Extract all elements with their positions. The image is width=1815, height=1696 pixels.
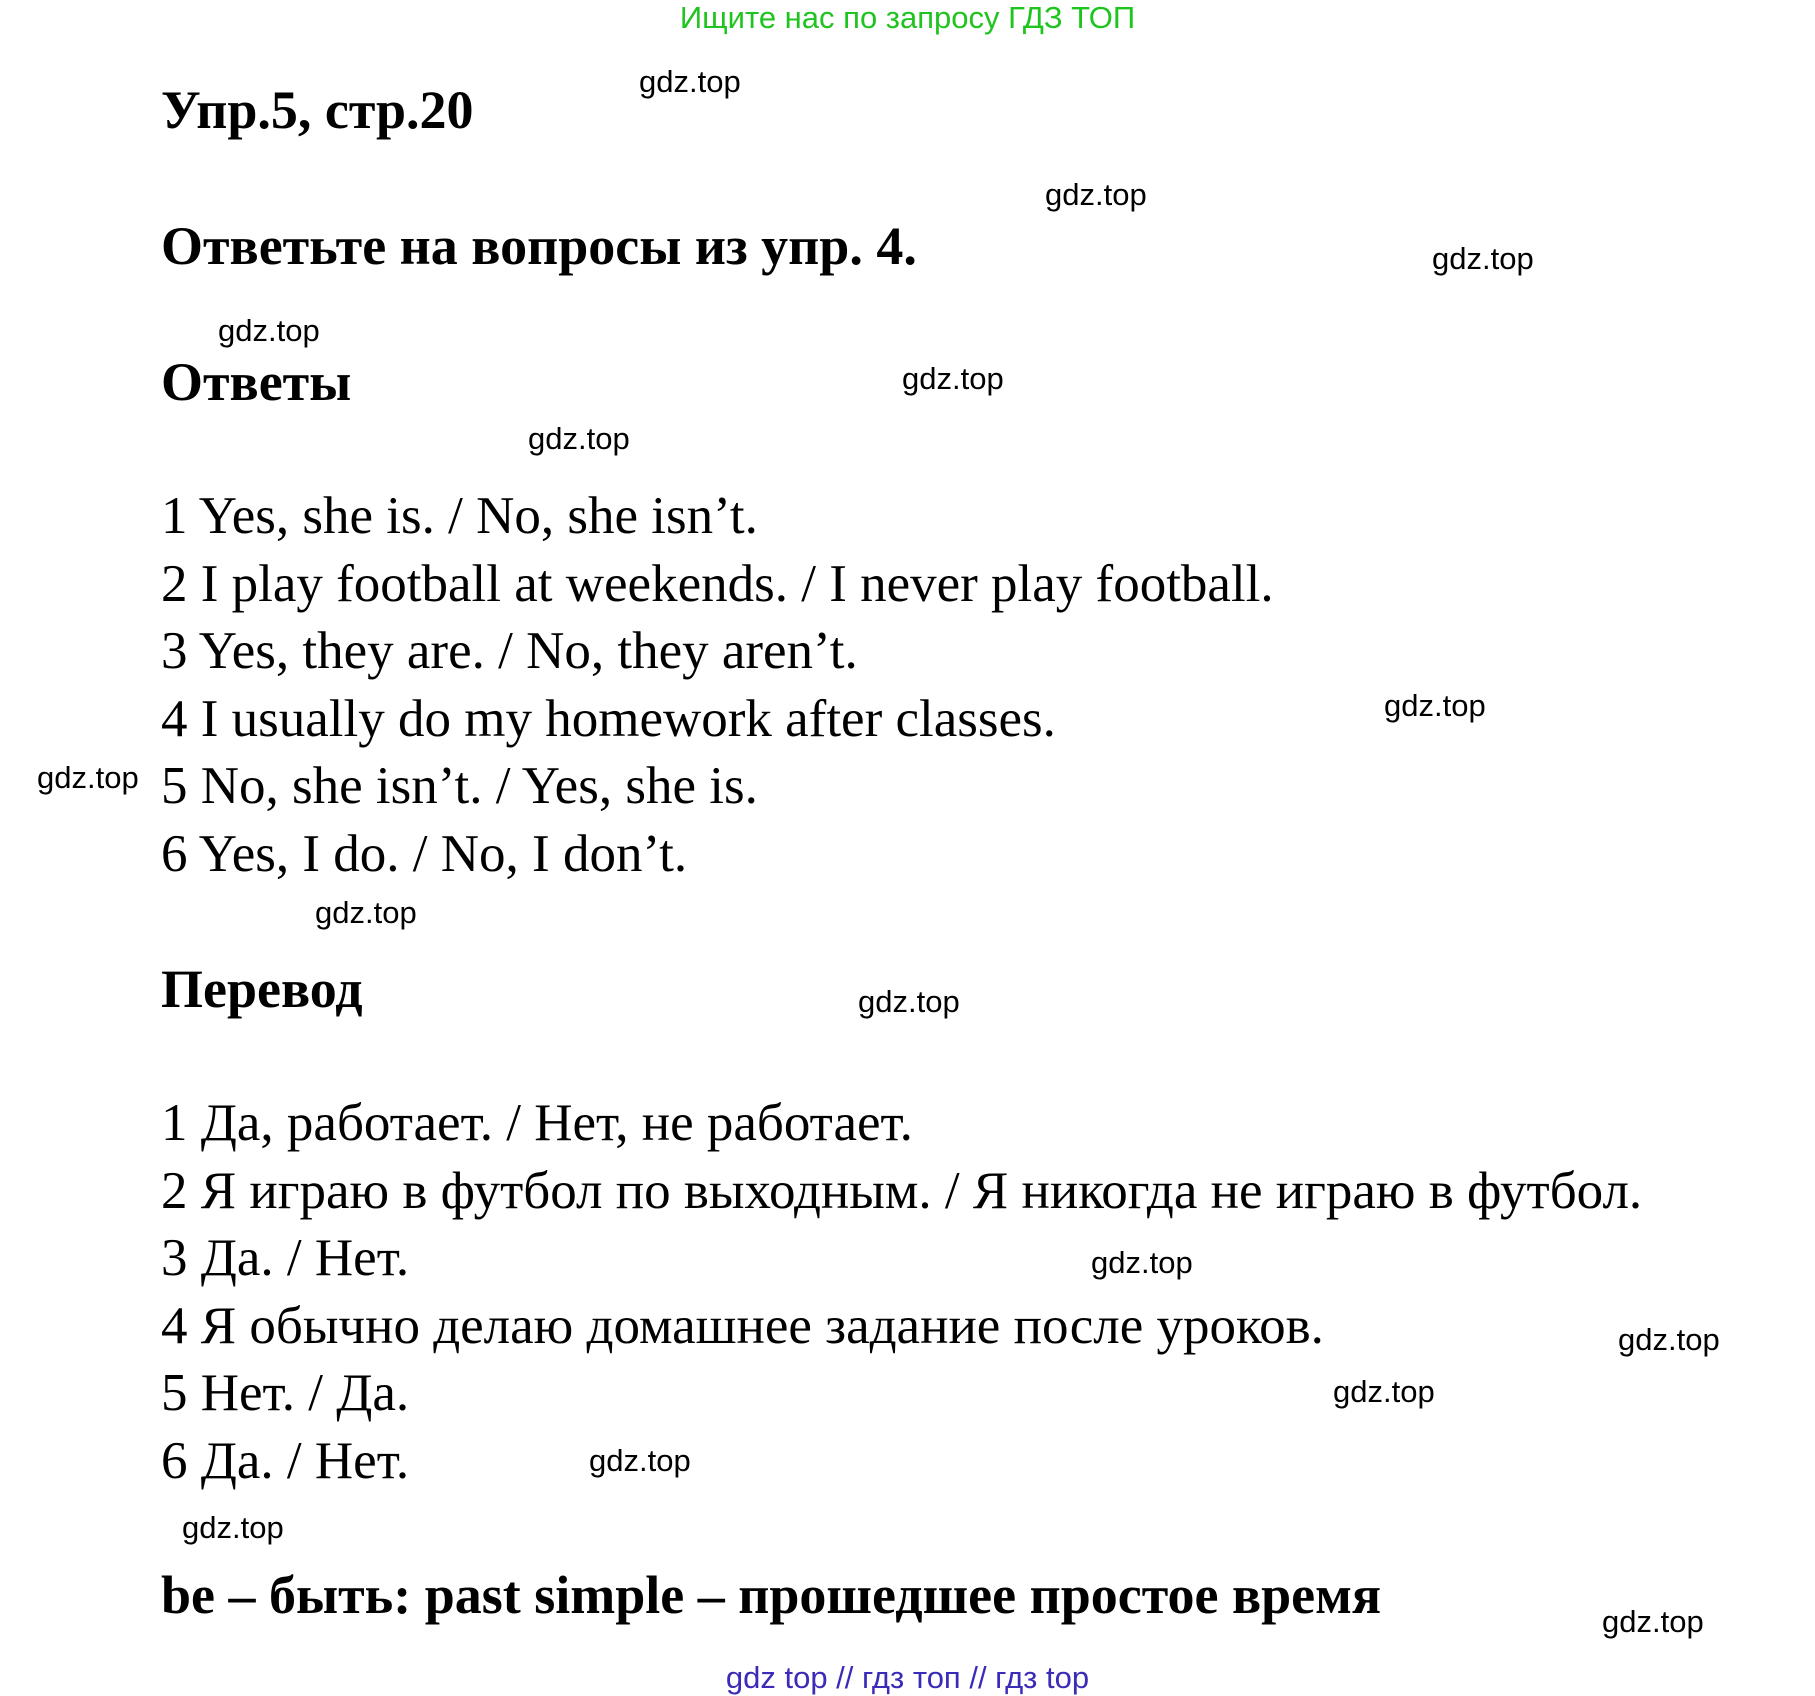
answer-item: 1 Yes, she is. / No, she isn’t. [161, 487, 758, 545]
translation-heading: Перевод [161, 959, 363, 1019]
translation-list [161, 1090, 1642, 1495]
answer-item: 4 I usually do my homework after classes. [161, 689, 1056, 748]
watermark: gdz.top [182, 1510, 284, 1545]
exercise-title: Упр.5, стр.20 [161, 80, 474, 140]
watermark: gdz.top [37, 760, 139, 795]
watermark: gdz.top [902, 361, 1004, 396]
search-banner: Ищите нас по запросу ГДЗ ТОП [679, 0, 1136, 35]
watermark: gdz.top [1091, 1245, 1193, 1280]
watermark: gdz.top [1432, 241, 1534, 276]
grammar-heading: be – быть: past simple – прошедшее простое время [161, 1565, 1382, 1625]
watermark: gdz.top [858, 984, 960, 1019]
footer-links: gdz top // гдз топ // гдз top [725, 1660, 1090, 1695]
translation-item: 2 Я играю в футбол по выходным. / Я никогда не играю в футбол. [161, 1161, 1643, 1220]
answer-item: 2 I play football at weekends. / I never play football. [161, 554, 1274, 613]
task-instruction: Ответьте на вопросы из упр. 4. [161, 216, 917, 276]
watermark: gdz.top [1045, 177, 1147, 212]
translation-item: 6 Да. / Нет. [161, 1431, 410, 1490]
translation-item: 4 Я обычно делаю домашнее задание после уроков. [161, 1296, 1324, 1355]
translation-item: 3 Да. / Нет. [161, 1229, 410, 1287]
watermark: gdz.top [1333, 1374, 1435, 1409]
answer-item: 6 Yes, I do. / No, I don’t. [161, 824, 688, 883]
translation-item: 5 Нет. / Да. [161, 1364, 410, 1422]
watermark: gdz.top [1618, 1322, 1720, 1357]
answer-item: 3 Yes, they are. / No, they aren’t. [161, 622, 858, 680]
watermark: gdz.top [1384, 688, 1486, 723]
watermark: gdz.top [315, 895, 417, 930]
translation-item: 1 Да, работает. / Нет, не работает. [161, 1094, 913, 1152]
watermark: gdz.top [589, 1443, 691, 1478]
watermark: gdz.top [218, 313, 320, 348]
answer-item: 5 No, she isn’t. / Yes, she is. [161, 757, 758, 815]
answers-heading: Ответы [161, 352, 352, 412]
answers-list [161, 483, 1274, 888]
watermark: gdz.top [528, 421, 630, 456]
watermark: gdz.top [1602, 1604, 1704, 1639]
watermark: gdz.top [639, 64, 741, 99]
